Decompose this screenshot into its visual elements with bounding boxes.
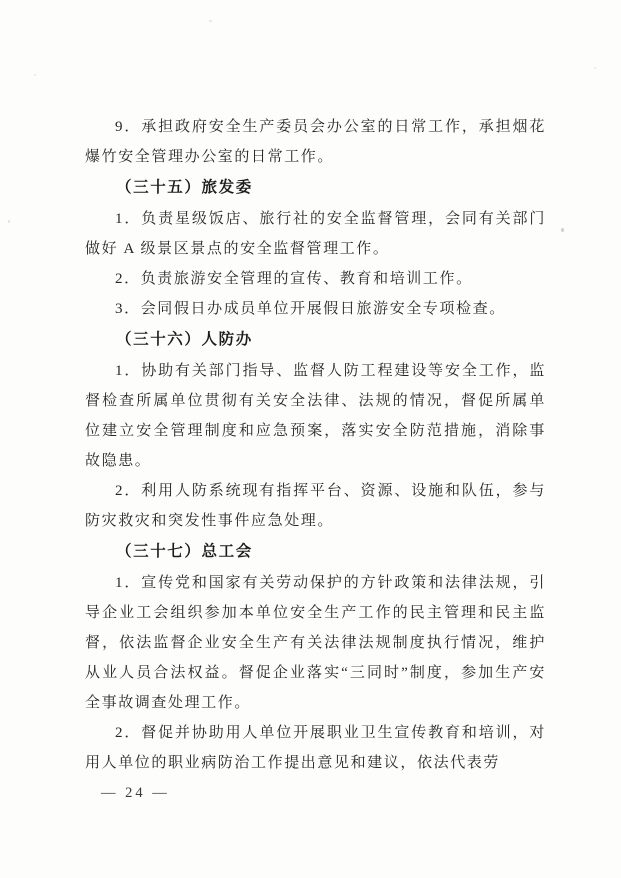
section-heading: （三十五）旅发委 (116, 179, 253, 196)
scan-speck (34, 74, 36, 76)
scan-speck (209, 20, 212, 22)
scan-speck (594, 67, 596, 69)
paragraph: 2．负责旅游安全管理的宣传、教育和培训工作。 (115, 271, 473, 287)
paragraph: 1．负责星级饭店、旅行社的安全监督管理，会同有关部门做好 A 级景区景点的安全监督管理工作。 (85, 211, 546, 257)
paragraph: 2．督促并协助用人单位开展职业卫生宣传教育和培训，对用人单位的职业病防治工作提出意见和建议，依法代表劳 (85, 725, 546, 771)
paragraph: 1．宣传党和国家有关劳动保护的方针政策和法律法规，引导企业工会组织参加本单位安全生产工作的民主管理和民主监督，依法监督企业安全生产有关法律法规制度执行情况，维护从业人员合法权益。督促企业落实“三同时”制度，参加生产安全事故调查处理工作。 (85, 575, 546, 711)
paragraph: 2．利用人防系统现有指挥平台、资源、设施和队伍，参与防灾救灾和突发性事件应急处理。 (85, 483, 546, 529)
paragraph: 1．协助有关部门指导、监督人防工程建设等安全工作，监督检查所属单位贯彻有关安全法律、法规的情况，督促所属单位建立安全管理制度和应急预案，落实安全防范措施，消除事故隐患。 (85, 363, 546, 469)
scan-speck (8, 220, 10, 223)
paragraph: 3．会同假日办成员单位开展假日旅游安全专项检查。 (115, 301, 506, 317)
page-number: — 24 — (101, 785, 170, 801)
document-body (85, 112, 546, 778)
paragraph: 9．承担政府安全生产委员会办公室的日常工作，承担烟花爆竹安全管理办公室的日常工作。 (85, 119, 546, 165)
scan-speck (561, 228, 564, 232)
section-heading: （三十六）人防办 (116, 331, 253, 348)
section-heading: （三十七）总工会 (116, 543, 253, 560)
